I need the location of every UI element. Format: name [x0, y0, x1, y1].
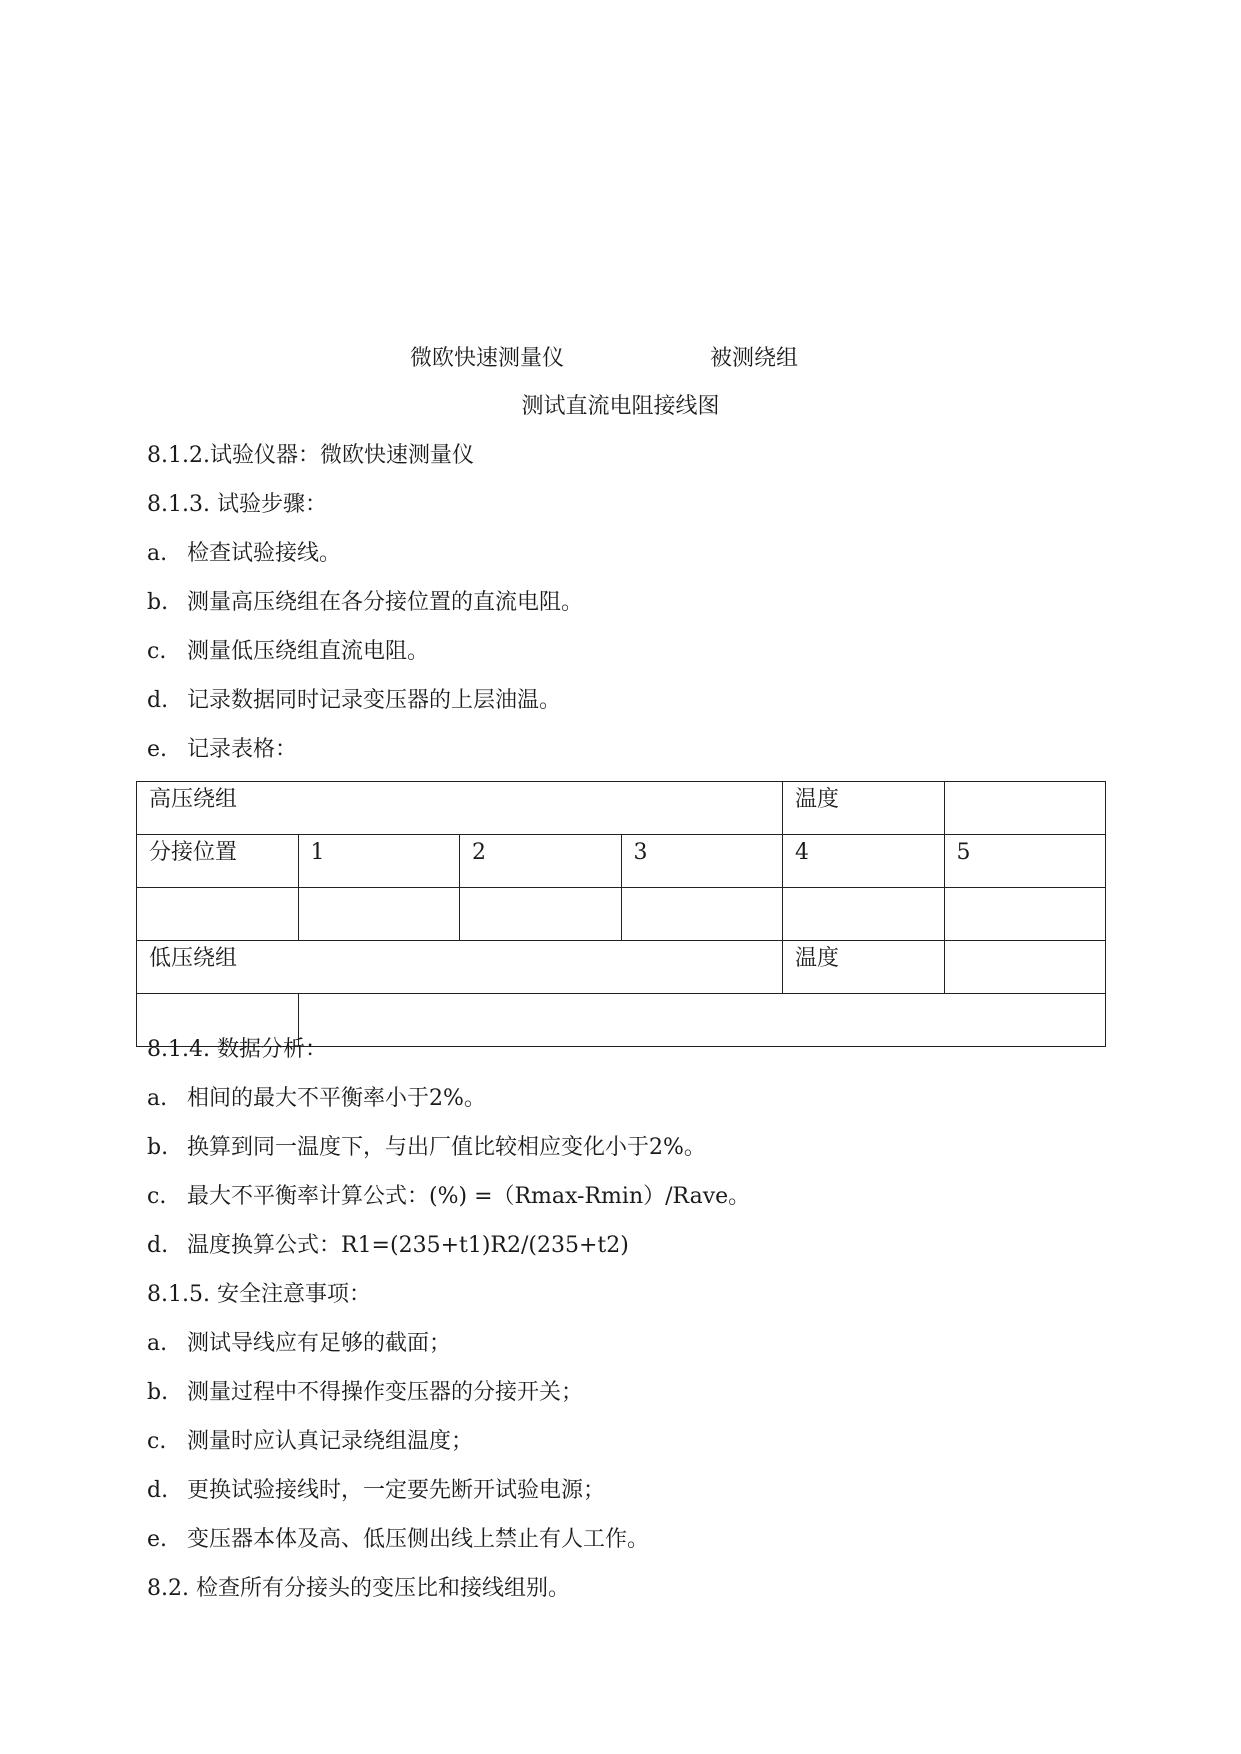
tap-cell: 5 — [944, 835, 1106, 888]
list-item — [147, 1085, 486, 1113]
list-item — [147, 1183, 750, 1211]
section-813-heading: 8.1.3. 试验步骤： — [147, 492, 327, 517]
table-row — [137, 782, 1106, 835]
tap-cell: 4 — [783, 835, 945, 888]
tap-cell: 2 — [460, 835, 622, 888]
list-marker: b. — [147, 1380, 169, 1405]
list-text: 温度换算公式：R1=(235+t1)R2/(235+t2) — [187, 1233, 629, 1258]
list-marker: b. — [147, 590, 169, 615]
list-item — [147, 638, 429, 666]
list-item — [147, 1477, 605, 1505]
list-marker: a. — [147, 1086, 168, 1111]
list-marker: c. — [147, 1429, 167, 1454]
list-item — [147, 540, 341, 568]
list-text: 更换试验接线时，一定要先断开试验电源； — [187, 1478, 606, 1503]
list-marker: d. — [147, 1233, 169, 1258]
list-item — [147, 1526, 649, 1554]
list-marker: b. — [147, 1135, 169, 1160]
instrument-label: 微欧快速测量仪 — [410, 346, 565, 371]
list-text: 测量低压绕组直流电阻。 — [187, 639, 430, 664]
list-marker: e. — [147, 1527, 168, 1552]
list-item — [147, 1232, 629, 1260]
table-row — [137, 941, 1106, 994]
section-82-heading: 8.2. 检查所有分接头的变压比和接线组别。 — [147, 1576, 570, 1601]
list-item — [147, 589, 583, 617]
section-814-heading: 8.1.4. 数据分析： — [147, 1037, 327, 1062]
list-item — [147, 1134, 706, 1162]
winding-label: 被测绕组 — [710, 346, 799, 371]
temp-value-cell — [944, 941, 1106, 994]
diagram-caption-row — [0, 345, 1241, 373]
list-marker: a. — [147, 541, 168, 566]
list-item — [147, 1428, 473, 1456]
list-text: 换算到同一温度下，与出厂值比较相应变化小于2%。 — [187, 1135, 706, 1160]
list-text: 记录数据同时记录变压器的上层油温。 — [187, 688, 562, 713]
empty-cell — [944, 888, 1106, 941]
hv-winding-cell: 高压绕组 — [137, 782, 783, 835]
empty-cell — [137, 888, 299, 941]
list-text: 相间的最大不平衡率小于2%。 — [187, 1086, 486, 1111]
list-item — [147, 687, 561, 715]
section-815-heading: 8.1.5. 安全注意事项： — [147, 1282, 371, 1307]
tap-cell: 1 — [298, 835, 460, 888]
list-marker: a. — [147, 1331, 168, 1356]
temp-value-cell — [944, 782, 1106, 835]
list-marker: c. — [147, 1184, 167, 1209]
list-text: 测量时应认真记录绕组温度； — [187, 1429, 474, 1454]
list-text: 最大不平衡率计算公式：(%) =（Rmax-Rmin）/Rave。 — [187, 1184, 751, 1209]
empty-cell — [460, 888, 622, 941]
temp-label-cell: 温度 — [783, 782, 945, 835]
list-marker: d. — [147, 1478, 169, 1503]
empty-cell — [783, 888, 945, 941]
list-item — [147, 1379, 583, 1407]
list-text: 测试导线应有足够的截面； — [187, 1331, 452, 1356]
table-row — [137, 835, 1106, 888]
table-row — [137, 888, 1106, 941]
tap-label-cell: 分接位置 — [137, 835, 299, 888]
list-text: 记录表格： — [187, 737, 298, 762]
diagram-title: 测试直流电阻接线图 — [521, 394, 720, 419]
list-marker: e. — [147, 737, 168, 762]
tap-cell: 3 — [621, 835, 783, 888]
list-marker: c. — [147, 639, 167, 664]
list-text: 测量高压绕组在各分接位置的直流电阻。 — [187, 590, 584, 615]
list-text: 测量过程中不得操作变压器的分接开关； — [187, 1380, 584, 1405]
list-text: 变压器本体及高、低压侧出线上禁止有人工作。 — [187, 1527, 650, 1552]
section-812: 8.1.2.试验仪器：微欧快速测量仪 — [147, 443, 474, 468]
list-text: 检查试验接线。 — [187, 541, 342, 566]
empty-cell — [621, 888, 783, 941]
list-item — [147, 1330, 451, 1358]
empty-cell — [298, 994, 1106, 1047]
record-table — [136, 781, 1106, 1047]
empty-cell — [298, 888, 460, 941]
lv-winding-cell: 低压绕组 — [137, 941, 783, 994]
list-marker: d. — [147, 688, 169, 713]
list-item — [147, 736, 297, 764]
temp-label-cell: 温度 — [783, 941, 945, 994]
